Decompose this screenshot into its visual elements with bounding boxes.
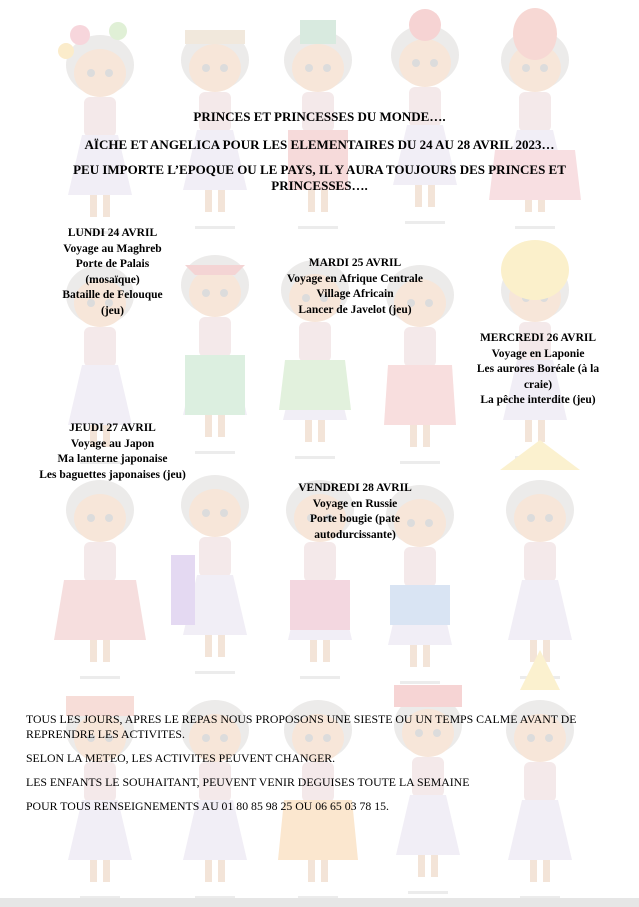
day-line: Voyage en Afrique Centrale xyxy=(287,272,423,285)
tagline xyxy=(30,162,609,194)
page-subtitle: AÏCHE ET ANGELICA POUR LES ELEMENTAIRES DU 24 AU 28 AVRIL 2023… xyxy=(84,137,555,152)
day-line: La pêche interdite (jeu) xyxy=(480,394,596,406)
day-tuesday xyxy=(255,256,455,318)
day-line: Porte bougie (pate xyxy=(309,513,401,525)
day-line: Voyage au Japon xyxy=(70,437,155,450)
day-line: Bataille de Felouque xyxy=(62,289,163,301)
day-line: autodurcissante) xyxy=(314,528,396,541)
note-contact: POUR TOUS RENSEIGNEMENTS AU 01 80 85 98 25 OU 06 65 03 78 15. xyxy=(26,799,389,813)
day-title: LUNDI 24 AVRIL xyxy=(67,227,158,239)
day-line: (jeu) xyxy=(101,304,124,317)
day-line: Village Africain xyxy=(316,288,394,300)
note-weather: SELON LA METEO, LES ACTIVITES PEUVENT CHANGER. xyxy=(26,751,336,765)
day-line: Porte de Palais xyxy=(75,258,150,270)
tagline-line-2: PRINCESSES…. xyxy=(271,178,368,193)
day-thursday xyxy=(15,421,210,483)
day-title: MERCREDI 26 AVRIL xyxy=(479,332,597,344)
note-costumes: LES ENFANTS LE SOUHAITANT, PEUVENT VENIR DEGUISES TOUTE LA SEMAINE xyxy=(26,775,470,789)
info-notes xyxy=(26,712,626,814)
note-siesta-line-2: REPRENDRE LES ACTIVITES. xyxy=(26,727,185,741)
note-siesta-line-1: TOUS LES JOURS, APRES LE REPAS NOUS PROPOSONS UNE SIESTE OU UN TEMPS CALME AVANT DE xyxy=(26,712,577,726)
day-line: Ma lanterne japonaise xyxy=(57,453,168,465)
tagline-line-1: PEU IMPORTE L’EPOQUE OU LE PAYS, IL Y AURA TOUJOURS DES PRINCES ET xyxy=(73,162,566,177)
day-title: JEUDI 27 AVRIL xyxy=(69,422,156,434)
page-bottom-edge xyxy=(0,898,639,907)
day-line: craie) xyxy=(523,378,553,391)
day-line: (mosaïque) xyxy=(85,273,140,286)
day-line: Lancer de Javelot (jeu) xyxy=(298,303,412,316)
day-title: VENDREDI 28 AVRIL xyxy=(298,482,412,494)
day-line: Les aurores Boréale (à la xyxy=(476,363,600,375)
day-monday xyxy=(20,226,205,319)
day-line: Voyage au Maghreb xyxy=(63,242,162,255)
day-line: Les baguettes japonaises (jeu) xyxy=(39,468,186,481)
day-line: Voyage en Russie xyxy=(312,497,398,510)
day-friday xyxy=(270,481,440,543)
day-line: Voyage en Laponie xyxy=(491,347,585,360)
page-title: PRINCES ET PRINCESSES DU MONDE…. xyxy=(193,109,446,124)
day-title: MARDI 25 AVRIL xyxy=(308,257,402,269)
day-wednesday xyxy=(448,331,628,409)
